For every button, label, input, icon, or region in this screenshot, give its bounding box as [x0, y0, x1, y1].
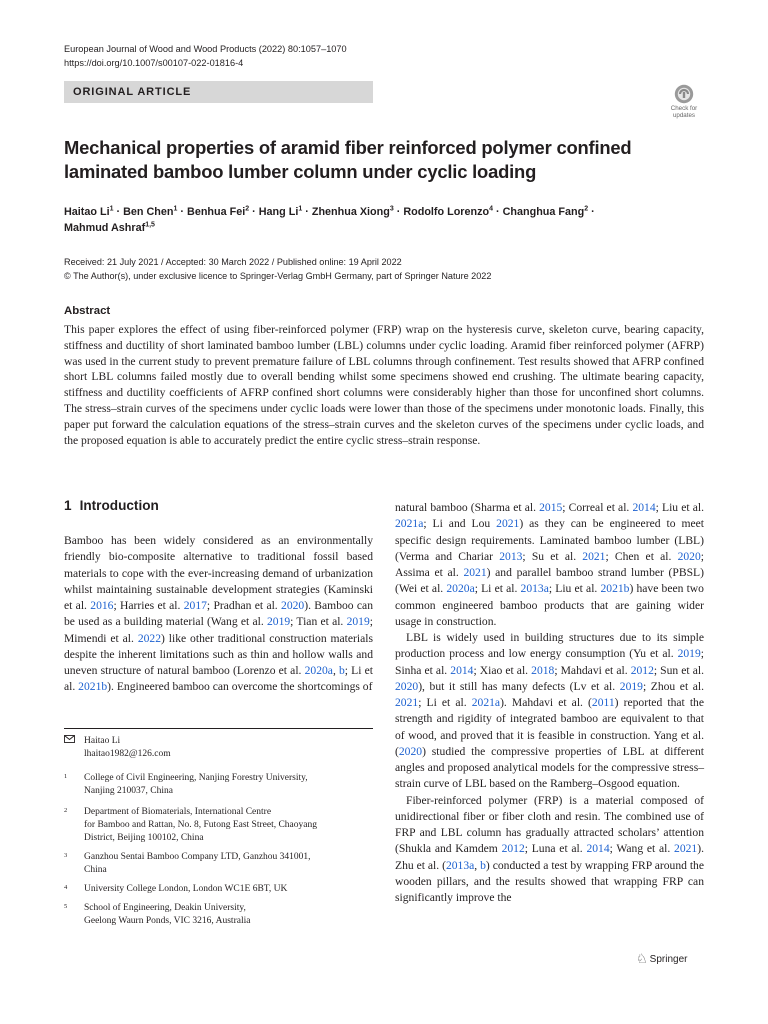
citation-link[interactable]: 2020 [398, 744, 423, 758]
right-column [395, 500, 704, 906]
history-dates: Received: 21 July 2021 / Accepted: 30 March 2022 / Published online: 19 April 2022 [64, 257, 402, 267]
affiliation-line: District, Beijing 100102, China [84, 833, 204, 843]
author-name[interactable]: Ben Chen$^1$ [123, 205, 178, 218]
author-affiliation-mark: 2 [584, 205, 589, 213]
affiliation-number: 5 [64, 903, 68, 910]
correspondence-block [64, 735, 373, 761]
citation-link[interactable]: 2020 [281, 599, 305, 612]
affiliation-number: 2 [64, 807, 68, 814]
article-type-banner: ORIGINAL ARTICLE [64, 81, 373, 103]
author-name[interactable]: Rodolfo Lorenzo$^4$ [403, 205, 494, 218]
citation-link[interactable]: 2022 [137, 631, 162, 645]
citation-link[interactable]: 2012 [630, 663, 654, 677]
citation-link[interactable]: 2016 [90, 599, 114, 612]
author-affiliation-mark: 4 [489, 205, 494, 213]
author-affiliation-mark: 1 [109, 205, 114, 213]
citation-link[interactable]: 2021b [78, 680, 108, 694]
citation-link[interactable]: 2018 [531, 663, 555, 677]
citation-link[interactable]: 2012 [501, 842, 525, 856]
citation-link[interactable]: 2021 [582, 549, 606, 563]
author-affiliation-mark: 1 [298, 205, 303, 213]
author-affiliation-mark: 1,5 [145, 221, 155, 229]
author-affiliation-mark: 2 [245, 205, 250, 213]
section-title: Introduction [79, 498, 159, 513]
citation-link[interactable]: 2014 [632, 501, 656, 514]
affiliation-line: School of Engineering, Deakin University, [84, 903, 246, 913]
abstract-heading: Abstract [64, 305, 111, 317]
citation-link[interactable]: 2021 [674, 842, 698, 856]
citation-link[interactable]: 2019 [619, 679, 643, 693]
citation-link[interactable]: 2015 [539, 501, 563, 514]
intro-paragraph-2: natural bamboo (Sharma et al. 2015; Correal et al. 2014; Liu et al. 2021a; Li and Lou 2021) as they can be engineered to meet specific design requirements. Laminated bamboo lumber (LBL) (Verma and Chariar 2013; Su et al. 2021; Chen et al. 2020; Assima et al. 2021) and parallel bamboo strand lumber (PBSL) (Wei et al. 2020a; Li et al. 2013a; Liu et al. 2021b) have been two common engineered bamboo products that are gaining wider usage in construction. [395, 501, 704, 628]
check-for-updates-badge[interactable] [664, 84, 704, 124]
author-name[interactable]: Benhua Fei$^2$ [187, 205, 250, 218]
citation-link[interactable]: 2013a [445, 858, 475, 872]
affiliation-line: Department of Biomaterials, International Centre [84, 807, 272, 817]
citation-link[interactable]: 2013 [499, 549, 523, 563]
affiliation-line: Geelong Waurn Ponds, VIC 3216, Australia [84, 916, 251, 926]
affiliation-item [64, 806, 373, 845]
citation-link[interactable]: 2019 [346, 615, 370, 629]
section-number: 1 [64, 498, 72, 513]
publisher-name: Springer [649, 954, 688, 965]
citation-link[interactable]: 2021 [463, 566, 487, 579]
affiliation-text [84, 772, 373, 798]
citation-link[interactable]: 2020a [446, 582, 475, 596]
title-line-1: Mechanical properties of aramid fiber reinforced polymer confined [64, 137, 632, 158]
affiliation-item [64, 851, 373, 877]
affiliation-text [84, 806, 373, 845]
affiliation-line: China [84, 865, 107, 875]
affiliation-item [64, 772, 373, 798]
article-title [64, 136, 704, 184]
citation-link[interactable]: 2021a [395, 517, 424, 531]
publication-dates [64, 255, 491, 283]
author-name[interactable]: Haitao Li$^1$ [64, 205, 114, 218]
publisher-footer [636, 952, 687, 967]
doi-link[interactable]: https://doi.org/10.1007/s00107-022-01816-4 [64, 58, 244, 68]
author-name[interactable]: Mahmud Ashraf$^{1,5}$ [64, 221, 155, 234]
affiliation-line: for Bamboo and Rattan, No. 8, Futong East Street, Chaoyang [84, 820, 317, 830]
correspondence-name: Haitao Li [84, 736, 121, 746]
affiliation-number: 1 [64, 773, 68, 780]
affiliation-line: Ganzhou Sentai Bamboo Company LTD, Ganzhou 341001, [84, 852, 311, 862]
intro-paragraph-3: LBL is widely used in building structures due to its simple production process and low energy consumption (Yu et al. 2019; Sinha et al. 2014; Xiao et al. 2018; Mahdavi et al. 2012; Sun et al. 2020), but it still has many defects (Lv et al. 2019; Zhou et al. 2021; Li et al. 2021a). Mahdavi et al. (2011) reported that the strength and rigidity of integrated bamboo are equivalent to that of wood, and proved that it is feasible in construction. Yang et al. (2020) studied the compressive properties of LBL at different angles and proposed analytical models for the compressive stress–strain curve of LBL based on the Ramberg–Osgood equation. [395, 631, 705, 791]
citation-link[interactable]: 2014 [586, 842, 610, 856]
affiliation-number: 4 [64, 884, 68, 891]
citation-link[interactable]: 2013a [520, 582, 549, 596]
affiliation-line: College of Civil Engineering, Nanjing Forestry University, [84, 773, 308, 783]
citation-link[interactable]: b [480, 858, 486, 872]
citation-link[interactable]: 2017 [183, 599, 207, 612]
check-badge-line2: updates [672, 112, 696, 119]
affiliation-line: University College London, London WC1E 6BT, UK [84, 884, 288, 894]
citation-link[interactable]: 2021 [395, 696, 419, 709]
author-affiliation-mark: 1 [173, 205, 178, 213]
author-list: Haitao $Li^1$ · Ben Chen$^1$ · Benhua Fei$^2$ · Hang $Li^1$ · Zhenhua Xiong$^3$ · Rodolfo Lorenzo$^4$ · Changhua Fang$^2$ · Mahmud Ashraf$^{1,5}$ [64, 205, 595, 234]
affiliation-text [84, 851, 373, 877]
citation-link[interactable]: 2019 [266, 615, 291, 629]
citation-link[interactable]: 2020a [304, 664, 333, 677]
left-column [64, 533, 373, 696]
affiliation-item [64, 883, 373, 896]
author-name[interactable]: Zhenhua Xiong$^3$ [311, 205, 394, 218]
check-for-updates-icon [674, 84, 694, 104]
affiliation-number: 3 [64, 852, 68, 859]
affiliation-line: Nanjing 210037, China [84, 786, 173, 796]
journal-header [64, 42, 347, 70]
check-badge-line1: Check for [670, 105, 698, 112]
footnote-divider [64, 728, 373, 729]
affiliation-text [84, 883, 373, 896]
abstract-text: This paper explores the effect of using fiber-reinforced polymer (FRP) wrap on the hysteresis curve, skeleton curve, bearing capacity, stiffness and ductility of short laminated bamboo lumber (LBL) columns under cyclic loading. Aramid fiber reinforced polymer (AFRP) was used in the current study to prevent premature failure of LBL columns through confinement. Test results showed that AFRP confined short LBL columns failed mostly due to overall bending whilst some specimens showed end crushing. The ultimate bearing capacity, stiffness and ductility coefficients of AFRP confined short columns were considerably higher than those for unconfined short columns. The stress–strain curves of the specimens under cyclic loads were lower than those of the specimens under monotonic loads. Finally, this paper put forward the calculation equations of the stress–strain curves and the skeleton curves of the specimens under cyclic loads, and the proposed equation is able to accurately predict the entire cyclic stress–strain response. [64, 323, 704, 447]
section-heading [64, 498, 159, 513]
author-name[interactable]: Hang Li$^1$ [258, 205, 303, 218]
author-affiliation-mark: 3 [389, 205, 394, 213]
citation-link[interactable]: b [339, 664, 345, 677]
intro-paragraph-4: Fiber-reinforced polymer (FRP) is a material composed of unidirectional fiber or fiber cloth and resin. The combined use of FRP and LBL column has gradually attracted scholars’ attention (Shukla and Kamdem 2012; Luna et al. 2014; Wang et al. 2021). Zhu et al. (2013a, b) conducted a test by wrapping FRP around the wooden pillars, and the results showed that wrapping FRP can significantly improve the [395, 793, 704, 904]
citation-link[interactable]: 2020 [395, 679, 419, 693]
affiliation-item [64, 902, 373, 928]
citation-link[interactable]: 2019 [677, 647, 701, 661]
citation-link[interactable]: 2021 [496, 517, 520, 531]
copyright-notice: © The Author(s), under exclusive licence to Springer-Verlag GmbH Germany, part of Springer Nature 2022 [64, 271, 492, 281]
citation-link[interactable]: 2014 [450, 663, 474, 677]
author-name[interactable]: Changhua Fang$^2$ [502, 205, 589, 218]
citation-link[interactable]: 2020 [677, 549, 701, 563]
affiliation-text [84, 902, 373, 928]
envelope-icon [64, 735, 78, 749]
citation-link[interactable]: 2021a [471, 696, 501, 709]
title-line-2: laminated bamboo lumber column under cyclic loading [64, 161, 537, 182]
citation-link[interactable]: 2011 [591, 696, 615, 709]
intro-paragraph-1: Bamboo has been widely considered as an environmentally friendly bio-composite alternative to traditional fossil based materials to cope with the ever-increasing demand of urbanization whilst maintaining sustainable development strategies (Kaminski et al. 2016; Harries et al. 2017; Pradhan et al. 2020). Bamboo can be used as a building material (Wang et al. 2019; Tian et al. 2019; Mimendi et al. 2022) like other traditional construction materials despite the inherent limitations such as thin and hollow walls and uneven structure of natural bamboo (Lorenzo et al. 2020a, b; Li et al. 2021b). Engineered bamboo can overcome the shortcomings of [64, 534, 373, 694]
citation-link[interactable]: 2021b [600, 582, 630, 596]
springer-horse-icon: ♘ [636, 951, 648, 966]
correspondence-email[interactable]: lhaitao1982@126.com [84, 749, 171, 759]
journal-citation: European Journal of Wood and Wood Products (2022) 80:1057–1070 [64, 44, 347, 54]
